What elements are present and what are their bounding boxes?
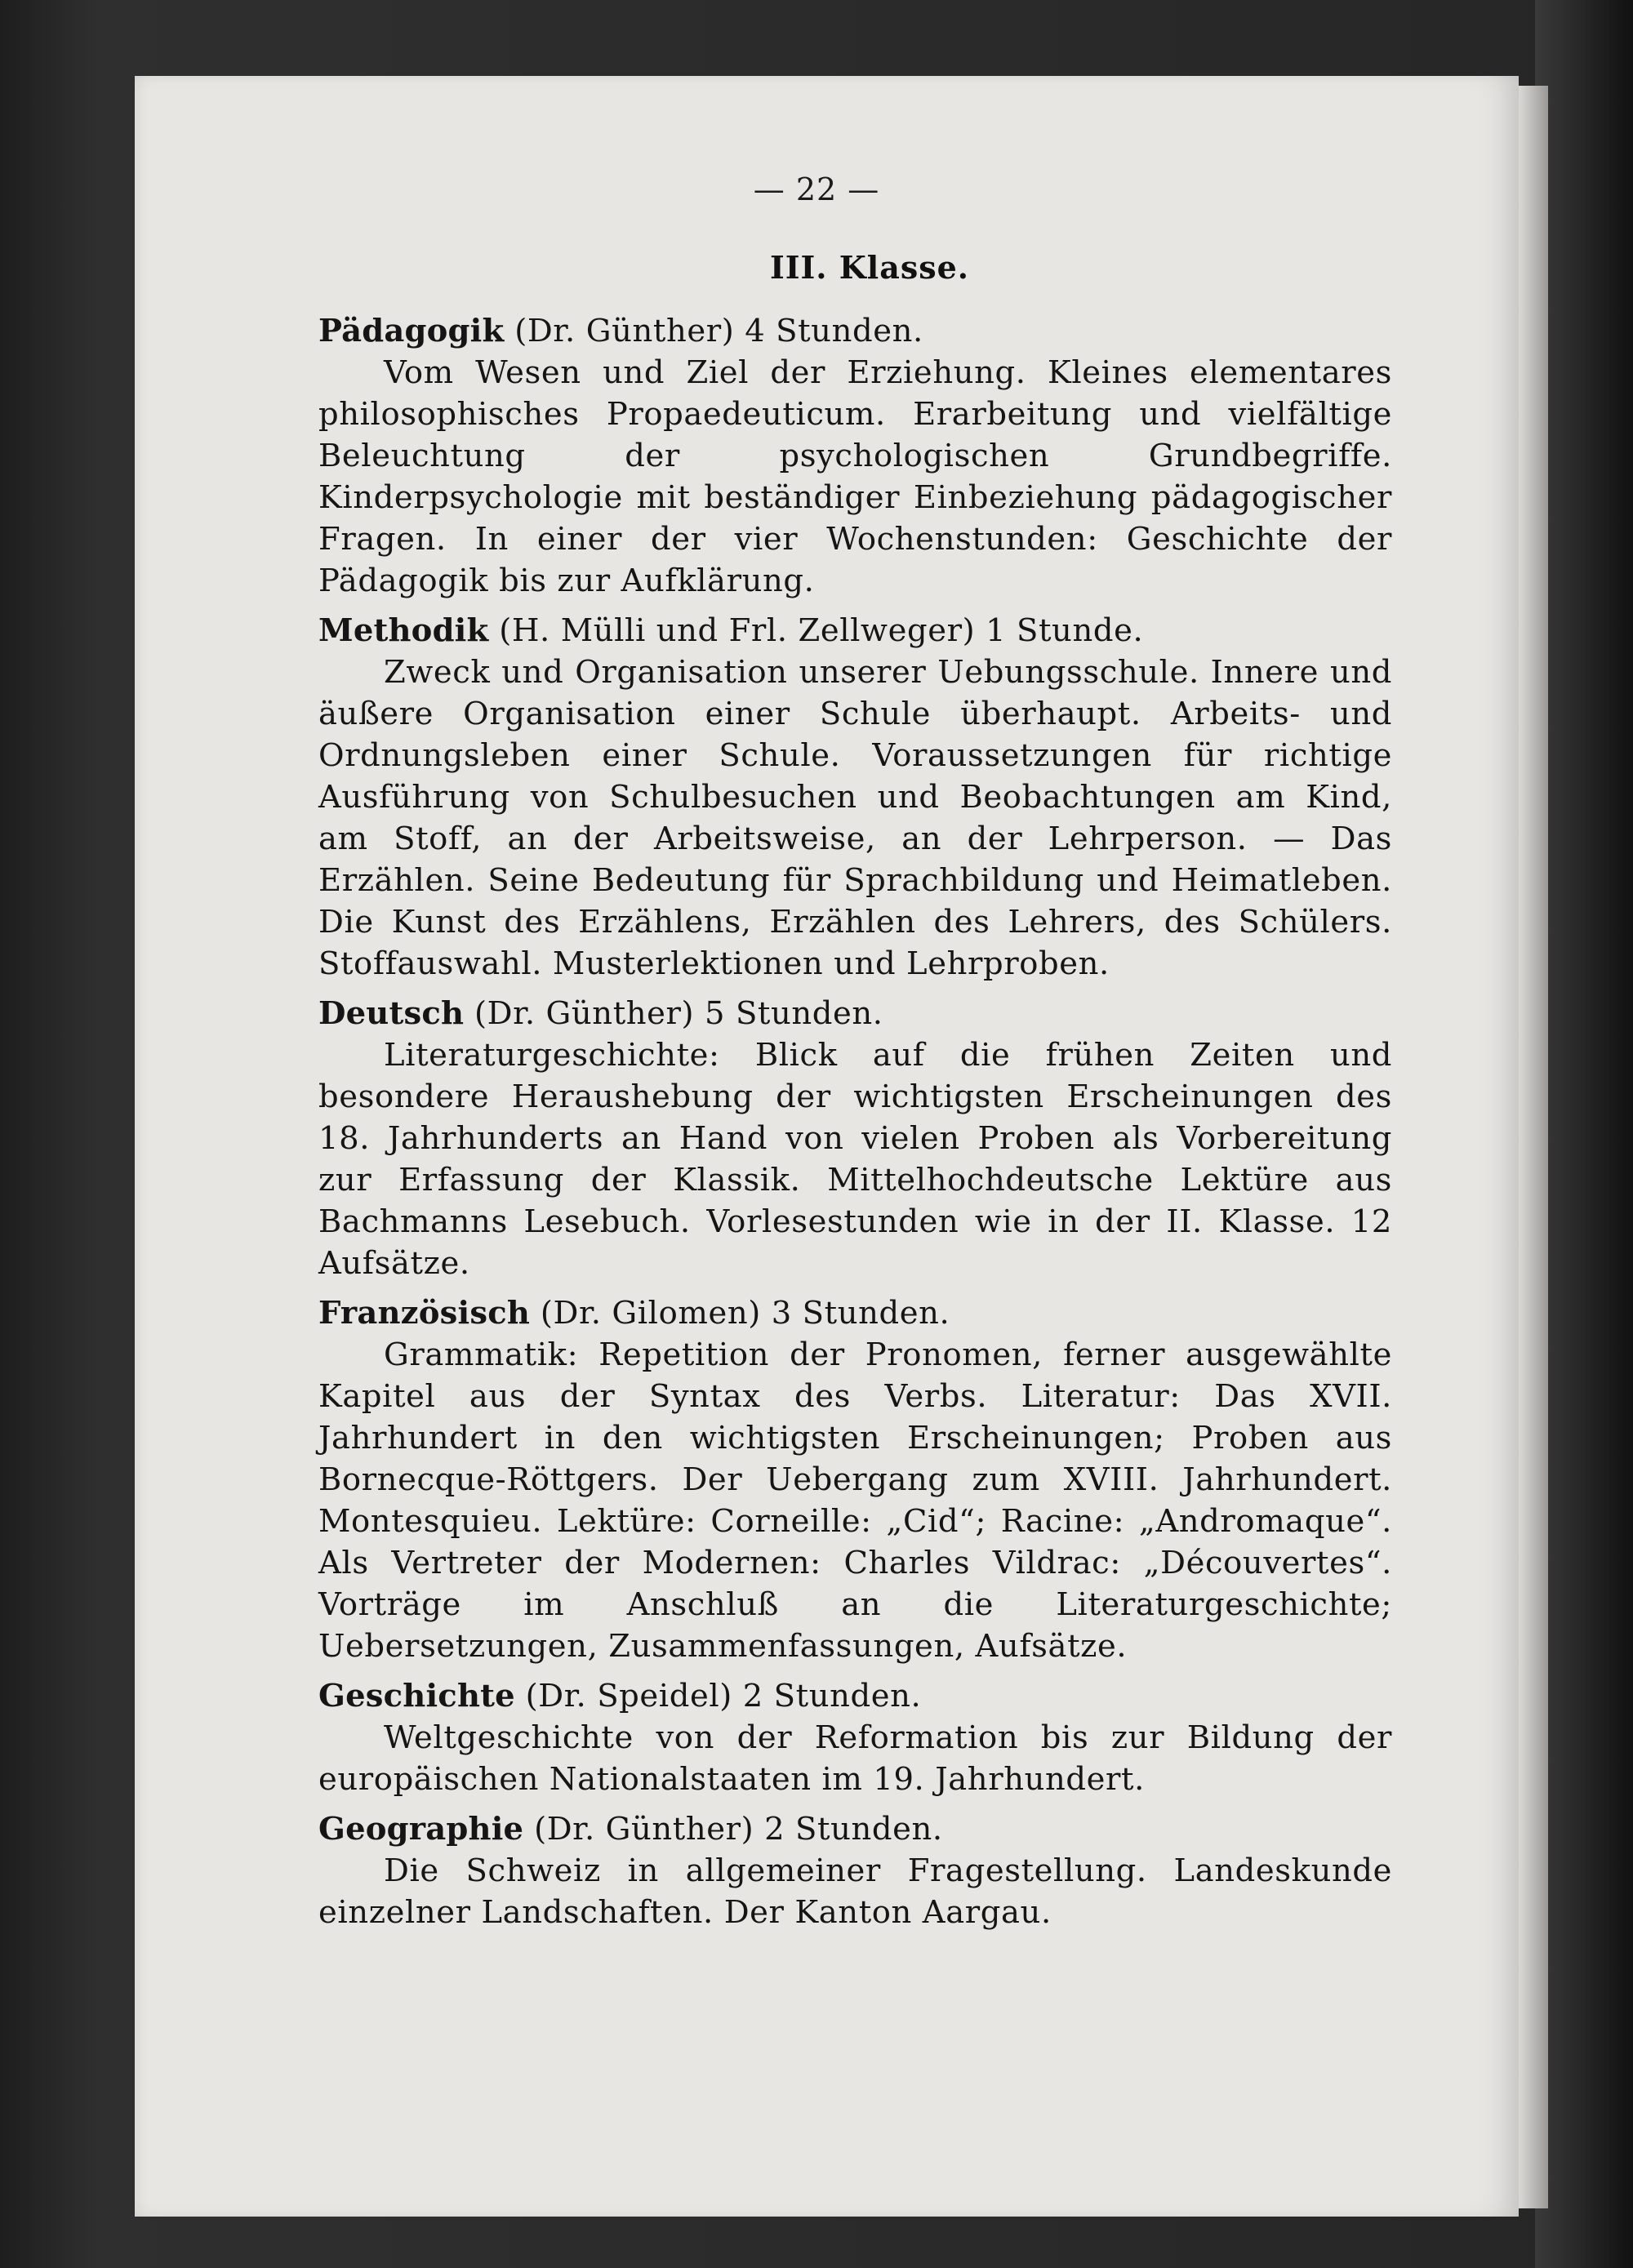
subject-details: (Dr. Günther) 4 Stunden. bbox=[504, 313, 923, 349]
subject-details: (Dr. Günther) 5 Stunden. bbox=[464, 995, 883, 1032]
page-number: — 22 — bbox=[753, 171, 880, 207]
section-text: Zweck und Organisation unserer Uebungsschule. Innere und äußere Organisation einer Schule überhaupt. Arbeits- und Ordnungsleben einer Schule. Voraussetzungen für richtige Ausführung von Schulbesuchen und Beobachtungen am Kind, am Stoff, an der Arbeitsweise, an der Lehrperson. — Das Erzählen. Seine Bedeutung für Sprachbildung und Heimatleben. Die Kunst des Erzählens, Erzählen des Lehrers, des Schülers. Stoffauswahl. Musterlektionen und Lehrproben. bbox=[318, 654, 1392, 982]
subject-title: Deutsch bbox=[318, 995, 465, 1032]
section-heading bbox=[318, 1675, 1392, 1717]
section-text: Vom Wesen und Ziel der Erziehung. Kleines elementares philosophisches Propaedeuticum. Erarbeitung und vielfältige Beleuchtung der psychologischen Grundbegriffe. Kinderpsychologie mit beständiger Einbeziehung pädagogischer Fragen. In einer der vier Wochenstunden: Geschichte der Pädagogik bis zur Aufklärung. bbox=[318, 354, 1392, 599]
section-paedagogik bbox=[318, 310, 1392, 602]
section-heading bbox=[318, 1808, 1392, 1850]
page-content bbox=[318, 310, 1392, 1941]
section-deutsch bbox=[318, 993, 1392, 1284]
subject-details: (Dr. Günther) 2 Stunden. bbox=[523, 1811, 943, 1848]
section-geographie bbox=[318, 1808, 1392, 1933]
subject-details: (Dr. Gilomen) 3 Stunden. bbox=[530, 1295, 950, 1332]
section-text: Weltgeschichte von der Reformation bis zur Bildung der europäischen Nationalstaaten im 19. Jahrhundert. bbox=[318, 1719, 1392, 1798]
subject-details: (Dr. Speidel) 2 Stunden. bbox=[514, 1678, 922, 1714]
section-geschichte bbox=[318, 1675, 1392, 1800]
subject-details: (H. Mülli und Frl. Zellweger) 1 Stunde. bbox=[488, 612, 1144, 649]
section-text: Die Schweiz in allgemeiner Fragestellung. Landeskunde einzelner Landschaften. Der Kanton Aargau. bbox=[318, 1852, 1392, 1931]
subject-title: Geographie bbox=[318, 1811, 524, 1848]
subject-title: Methodik bbox=[318, 612, 489, 649]
section-franzoesisch bbox=[318, 1292, 1392, 1667]
subject-title: Geschichte bbox=[318, 1678, 515, 1714]
class-title: III. Klasse. bbox=[769, 249, 970, 286]
section-text: Grammatik: Repetition der Pronomen, ferner ausgewählte Kapitel aus der Syntax des Verbs. Literatur: Das XVII. Jahrhundert in den wichtigsten Erscheinungen; Proben aus Bornecque-Röttgers. Der Uebergang zum XVIII. Jahrhundert. Montesquieu. Lektüre: Corneille: „Cid“; Racine: „Andromaque“. Als Vertreter der Modernen: Charles Vildrac: „Découvertes“. Vorträge im Anschluß an die Literaturgeschichte; Uebersetzungen, Zusammenfassungen, Aufsätze. bbox=[318, 1336, 1392, 1665]
section-heading bbox=[318, 1292, 1392, 1334]
section-heading bbox=[318, 610, 1392, 651]
section-methodik bbox=[318, 610, 1392, 985]
subject-title: Französisch bbox=[318, 1295, 531, 1332]
subject-title: Pädagogik bbox=[318, 313, 505, 349]
section-heading bbox=[318, 310, 1392, 352]
section-text: Literaturgeschichte: Blick auf die frühen Zeiten und besondere Heraushebung der wichtigsten Erscheinungen des 18. Jahrhunderts an Hand von vielen Proben als Vorbereitung zur Erfassung der Klassik. Mittelhochdeutsche Lektüre aus Bachmanns Lesebuch. Vorlesestunden wie in der II. Klasse. 12 Aufsätze. bbox=[318, 1037, 1392, 1282]
section-heading bbox=[318, 993, 1392, 1034]
scan-right-edge bbox=[1535, 0, 1633, 2268]
